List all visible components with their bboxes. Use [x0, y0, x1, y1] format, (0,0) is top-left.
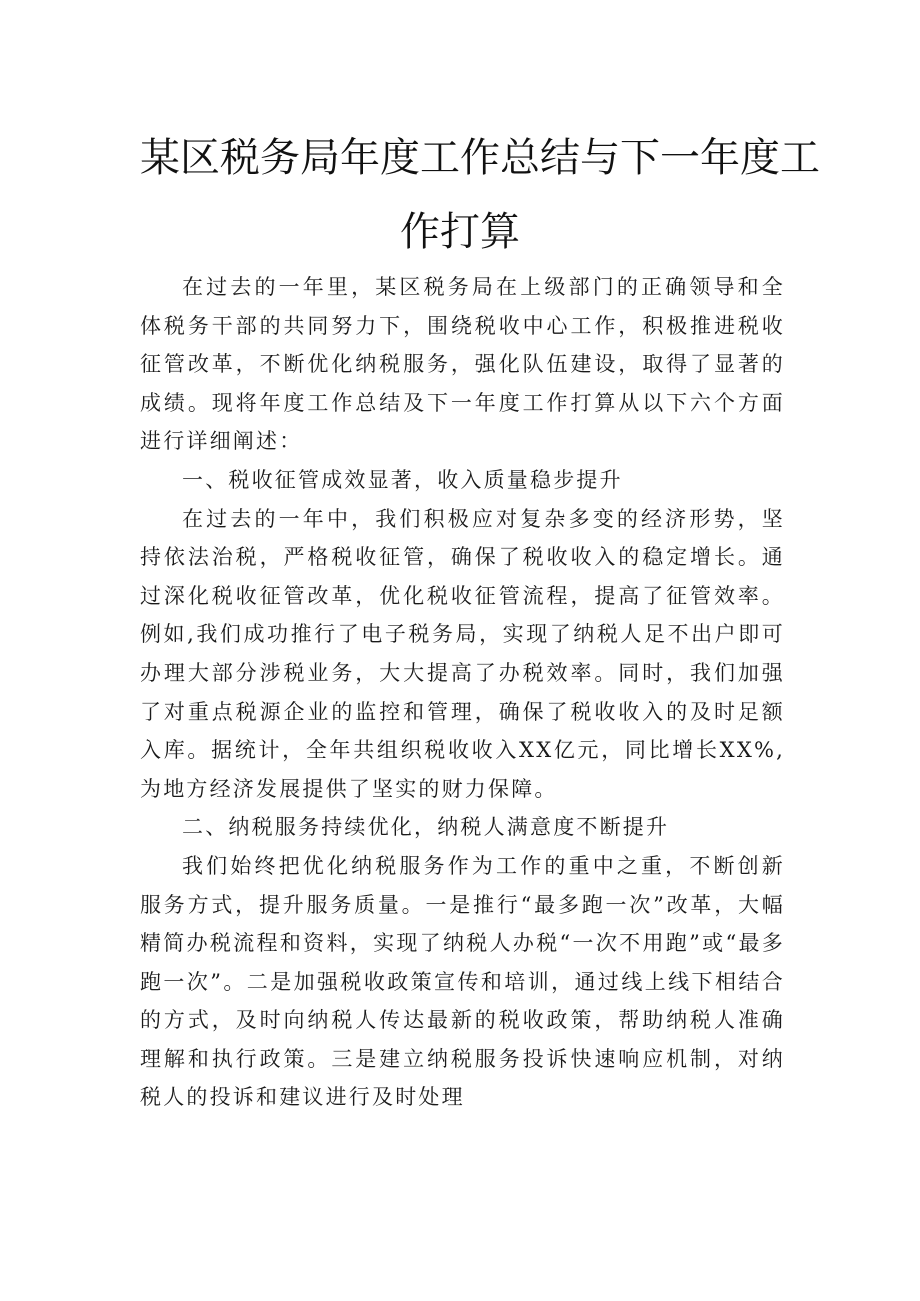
document-body [140, 268, 785, 1117]
section-1-paragraph: 在过去的一年中，我们积极应对复杂多变的经济形势，坚持依法治税，严格税收征管，确保了税收收入的稳定增长。通过深化税收征管改革，优化税收征管流程，提高了征管效率。例如,我们成功推行了电子税务局，实现了纳税人足不出户即可办理大部分涉税业务，大大提高了办税效率。同时，我们加强了对重点税源企业的监控和管理，确保了税收收入的及时足额入库。据统计，全年共组织税收收入XX亿元，同比增长XX%,为地方经济发展提供了坚实的财力保障。 [140, 506, 785, 801]
document-title [140, 121, 820, 269]
title-line-2: 作打算 [400, 209, 520, 255]
section-heading-2: 二、纳税服务持续优化，纳税人满意度不断提升 [182, 815, 670, 840]
title-line-1: 某区税务局年度工作总结与下一年度工 [140, 135, 820, 181]
section-2-paragraph: 我们始终把优化纳税服务作为工作的重中之重，不断创新服务方式，提升服务质量。一是推行“最多跑一次”改革，大幅精简办税流程和资料，实现了纳税人办税“一次不用跑”或“最多跑一次”。二是加强税收政策宣传和培训，通过线上线下相结合的方式，及时向纳税人传达最新的税收政策，帮助纳税人准确理解和执行政策。三是建立纳税服务投诉快速响应机制，对纳税人的投诉和建议进行及时处理 [140, 853, 785, 1110]
intro-paragraph: 在过去的一年里，某区税务局在上级部门的正确领导和全体税务干部的共同努力下，围绕税收中心工作，积极推进税收征管改革，不断优化纳税服务，强化队伍建设，取得了显著的成绩。现将年度工作总结及下一年度工作打算从以下六个方面进行详细阐述： [140, 275, 785, 454]
section-heading-1: 一、税收征管成效显著，收入质量稳步提升 [182, 467, 623, 492]
